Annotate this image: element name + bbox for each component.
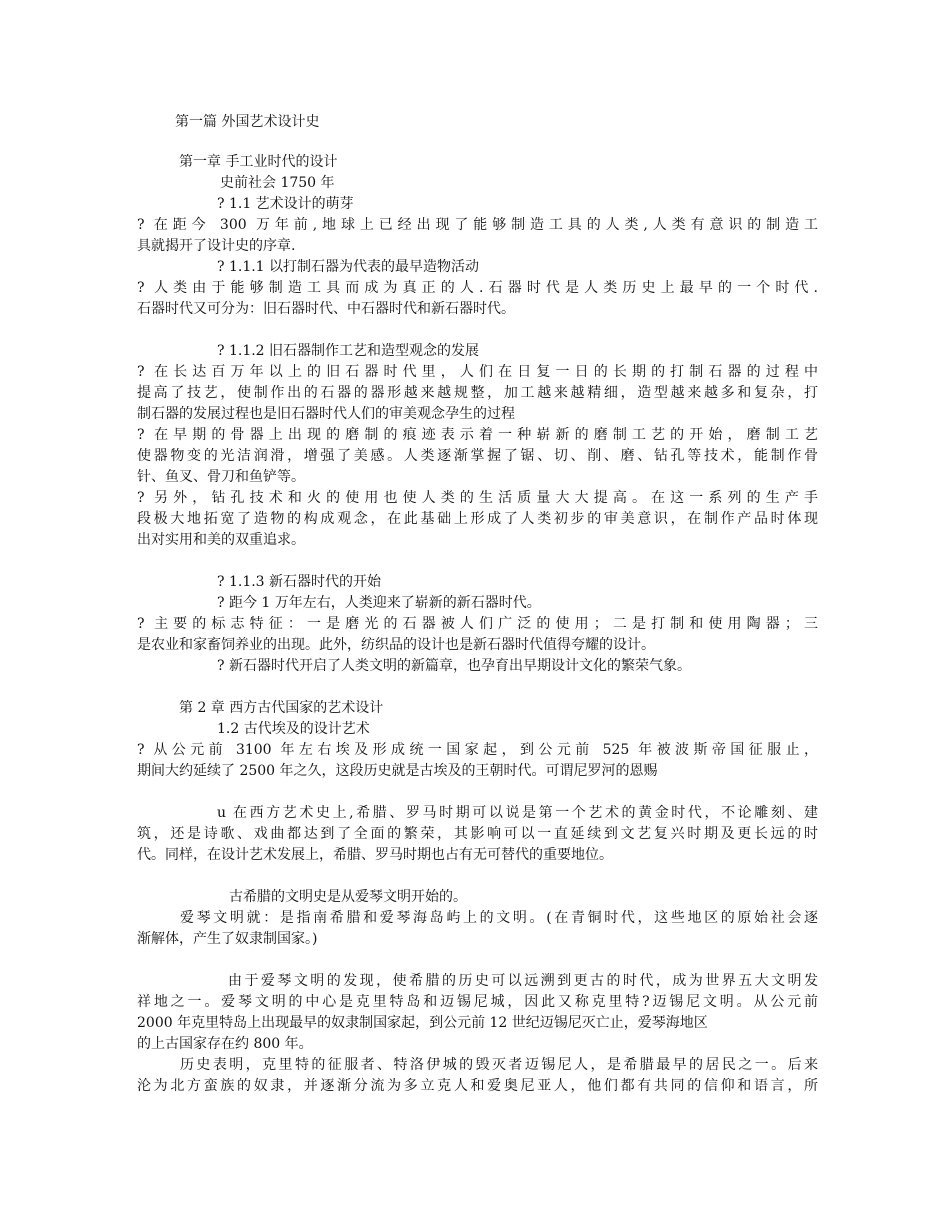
paragraph-line: 爱琴文明就：是指南希腊和爱琴海岛屿上的文明。(在青铜时代，这些地区的原始社会逐 (180, 910, 818, 926)
part-title: 第一篇 外国艺术设计史 (175, 114, 320, 130)
paragraph-line: 古希腊的文明史是从爱琴文明开始的。 (229, 889, 467, 905)
paragraph-line: 段极大地拓宽了造物的构成观念，在此基础上形成了人类初步的审美意识，在制作产品时体现 (137, 511, 818, 527)
paragraph-line: 筑，还是诗歌、戏曲都达到了全面的繁荣，其影响可以一直延续到文艺复兴时期及更长远的时 (137, 826, 818, 842)
paragraph-line: 具就揭开了设计史的序章. (137, 238, 296, 254)
paragraph-line: 代。同样，在设计艺术发展上，希腊、罗马时期也占有无可替代的重要地位。 (137, 847, 613, 863)
paragraph-line: ? 在距今 300 万年前,地球上已经出现了能够制造工具的人类,人类有意识的制造工 (137, 217, 818, 233)
paragraph-line: 历史表明，克里特的征服者、特洛伊城的毁灭者迈锡尼人，是希腊最早的居民之一。后来 (180, 1057, 818, 1073)
paragraph-line: ? 另外，钻孔技术和火的使用也使人类的生活质量大大提高。在这一系列的生产手 (137, 490, 818, 506)
paragraph-line: 是农业和家畜饲养业的出现。此外，纺织品的设计也是新石器时代值得夸耀的设计。 (137, 637, 655, 653)
paragraph-line: 制石器的发展过程也是旧石器时代人们的审美观念孕生的过程 (137, 406, 515, 422)
paragraph-line: 期间大约延续了 2500 年之久，这段历史就是古埃及的王朝时代。可谓尼罗河的恩赐 (137, 763, 658, 779)
paragraph-line: 石器时代又可分为：旧石器时代、中石器时代和新石器时代。 (137, 301, 515, 317)
paragraph-line: 针、鱼叉、骨刀和鱼铲等。 (137, 469, 305, 485)
paragraph-line: ? 从公元前 3100 年左右埃及形成统一国家起，到公元前 525 年被波斯帝国征服止， (137, 742, 818, 758)
era-heading: 史前社会 1750 年 (220, 175, 335, 191)
section-heading-1-1: ? 1.1 艺术设计的萌芽 (217, 196, 354, 212)
paragraph-line: ? 人类由于能够制造工具而成为真正的人.石器时代是人类历史上最早的一个时代. (137, 280, 818, 296)
section-heading-1-1-3: ? 1.1.3 新石器时代的开始 (217, 574, 382, 590)
paragraph-line: 提高了技艺，使制作出的石器的器形越来越规整，加工越来越精细，造型越来越多和复杂，打 (137, 385, 818, 401)
paragraph-line: 使器物变的光洁润滑，增强了美感。人类逐渐掌握了锯、切、削、磨、钻孔等技术，能制作骨 (137, 448, 818, 464)
paragraph-line: u 在西方艺术史上,希腊、罗马时期可以说是第一个艺术的黄金时代，不论雕刻、建 (217, 805, 818, 821)
section-heading-1-1-2: ? 1.1.2 旧石器制作工艺和造型观念的发展 (217, 343, 480, 359)
paragraph-line: ? 距今 1 万年左右，人类迎来了崭新的新石器时代。 (217, 595, 541, 611)
chapter-2-title: 第 2 章 西方古代国家的艺术设计 (179, 700, 384, 716)
paragraph-line: 出对实用和美的双重追求。 (137, 532, 305, 548)
paragraph-line: 祥地之一。爱琴文明的中心是克里特岛和迈锡尼城，因此又称克里特?迈锡尼文明。从公元前 (137, 994, 818, 1010)
section-heading-1-2: 1.2 古代埃及的设计艺术 (217, 721, 370, 737)
paragraph-line: 2000 年克里特岛上出现最早的奴隶制国家起，到公元前 12 世纪迈锡尼灭亡止，爱琴海地区 (137, 1015, 708, 1031)
paragraph-line: 沦为北方蛮族的奴隶，并逐渐分流为多立克人和爱奥尼亚人，他们都有共同的信仰和语言，所 (137, 1078, 818, 1094)
paragraph-line: ? 在早期的骨器上出现的磨制的痕迹表示着一种崭新的磨制工艺的开始，磨制工艺 (137, 427, 818, 443)
paragraph-line: ? 新石器时代开启了人类文明的新篇章，也孕育出早期设计文化的繁荣气象。 (217, 658, 691, 674)
section-heading-1-1-1: ? 1.1.1 以打制石器为代表的最早造物活动 (217, 259, 480, 275)
paragraph-line: 的上古国家存在约 800 年。 (137, 1036, 313, 1052)
chapter-1-title: 第一章 手工业时代的设计 (179, 154, 338, 170)
paragraph-line: ? 主要的标志特征：一是磨光的石器被人们广泛的使用；二是打制和使用陶器；三 (137, 616, 818, 632)
paragraph-line: 渐解体，产生了奴隶制国家。) (137, 931, 318, 947)
paragraph-line: 由于爱琴文明的发现，使希腊的历史可以远溯到更古的时代，成为世界五大文明发 (228, 973, 818, 989)
paragraph-line: ? 在长达百万年以上的旧石器时代里，人们在日复一日的长期的打制石器的过程中 (137, 364, 818, 380)
